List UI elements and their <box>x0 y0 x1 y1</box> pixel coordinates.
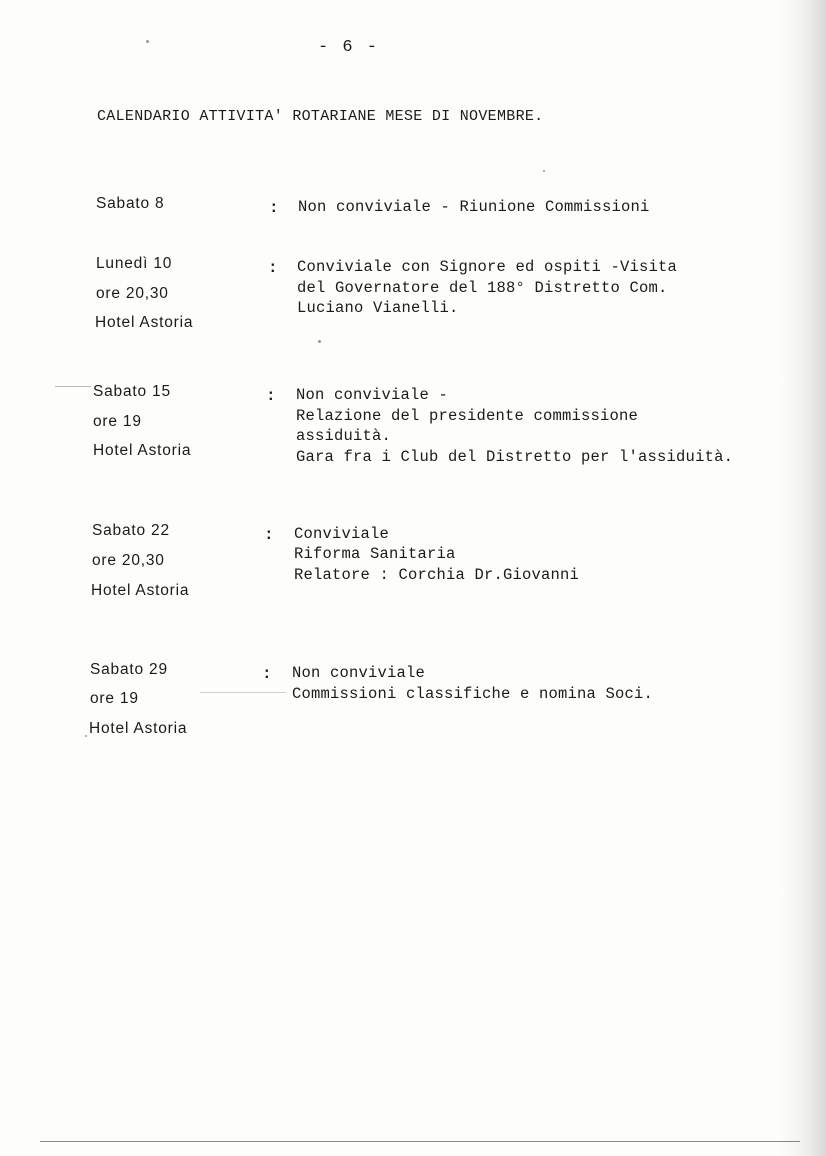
entry-day: Sabato 8 <box>96 195 165 212</box>
scan-edge-shadow <box>780 0 826 1156</box>
entry-description: Conviviale <box>294 525 390 543</box>
scan-mark <box>55 386 91 387</box>
scan-speck <box>543 170 545 172</box>
scan-speck <box>85 735 87 737</box>
entry-venue: Hotel Astoria <box>93 442 192 459</box>
entry-time: ore 20,30 <box>96 285 169 302</box>
entry-venue: Hotel Astoria <box>91 582 190 599</box>
entry-day: Sabato 29 <box>90 661 168 678</box>
entry-description: del Governatore del 188° Distretto Com. <box>297 279 668 297</box>
entry-description: Relatore : Corchia Dr.Giovanni <box>294 566 580 584</box>
entry-description: assiduità. <box>296 427 392 445</box>
entry-time: ore 19 <box>90 690 139 707</box>
entry-separator: : <box>264 526 274 544</box>
entry-description: Non conviviale - <box>296 386 449 404</box>
scan-speck <box>318 340 321 343</box>
entry-day: Sabato 15 <box>93 383 171 400</box>
entry-separator: : <box>266 387 276 405</box>
entry-venue: Hotel Astoria <box>95 314 194 331</box>
page-bottom-edge <box>40 1141 800 1142</box>
entry-description: Non conviviale - Riunione Commissioni <box>298 198 650 216</box>
entry-separator: : <box>269 199 279 217</box>
entry-venue: Hotel Astoria <box>89 720 188 737</box>
entry-description: Conviviale con Signore ed ospiti -Visita <box>297 258 678 276</box>
scan-speck <box>146 40 149 43</box>
entry-description: Commissioni classifiche e nomina Soci. <box>292 685 654 703</box>
entry-description: Non conviviale <box>292 664 426 682</box>
entry-day: Lunedì 10 <box>96 255 173 272</box>
entry-separator: : <box>268 259 278 277</box>
page-number: - 6 - <box>318 38 380 57</box>
entry-separator: : <box>262 665 272 683</box>
entry-description: Luciano Vianelli. <box>297 299 459 317</box>
document-title: CALENDARIO ATTIVITA' ROTARIANE MESE DI NOVEMBRE. <box>97 108 544 125</box>
entry-description: Gara fra i Club del Distretto per l'assiduità. <box>296 448 734 466</box>
entry-time: ore 19 <box>93 413 142 430</box>
entry-day: Sabato 22 <box>92 522 170 539</box>
entry-description: Riforma Sanitaria <box>294 545 456 563</box>
entry-description: Relazione del presidente commissione <box>296 407 639 425</box>
entry-time: ore 20,30 <box>92 552 165 569</box>
scan-mark <box>200 692 286 693</box>
